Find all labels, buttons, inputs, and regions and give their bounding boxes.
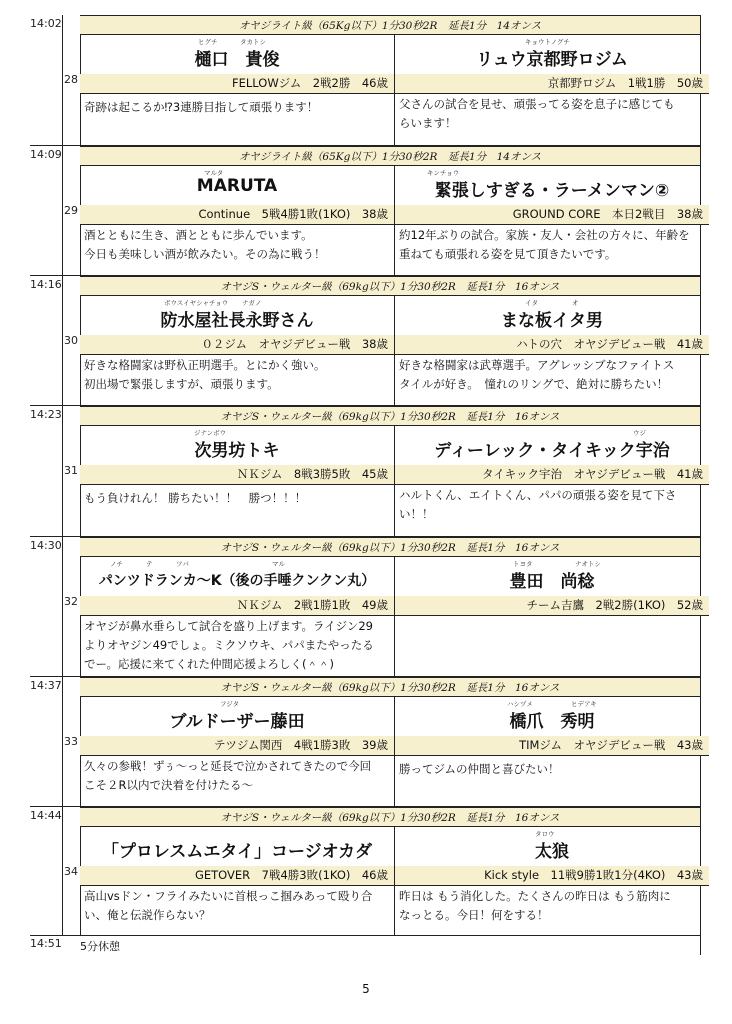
weight-class-band: オヤジS・ウェルター級（69kg以下）1分30秒2R 延長1分 16オンス	[80, 807, 700, 827]
name-ruby: ジナンボウ	[194, 429, 227, 437]
info-rule	[395, 755, 709, 756]
fighter-name: 豊田 尚稔	[509, 572, 595, 592]
weight-class-band: オヤジS・ウェルター級（69kg以下）1分30秒2R 延長1分 16オンス	[80, 537, 700, 557]
fighter-comment: 昨日は もう消化した。たくさんの昨日は もう筋肉に なっとる。今日！何をする！	[399, 889, 671, 922]
fighter-name: パンツドランカ〜K（後の手唾クンクン丸）	[98, 573, 376, 589]
fighter-name: リュウ京都野ロジム	[476, 50, 628, 70]
info-rule	[395, 484, 709, 485]
name-ruby: ヒデアキ	[571, 700, 597, 708]
fighter-right	[395, 426, 709, 537]
fighter-info: 京都野ロジム 1戦1勝 50歳	[395, 74, 709, 93]
match-number: 30	[64, 334, 78, 347]
fighter-right	[395, 296, 709, 406]
name-ruby: フジタ	[220, 700, 239, 708]
fighter-name: MARUTA	[196, 176, 278, 196]
fighter-comment: 勝ってジムの仲間と喜びたい！	[399, 762, 560, 776]
name-ruby: ボウスイヤシャチョウ	[164, 299, 229, 307]
match-time: 14:02	[30, 17, 62, 30]
fighter-left	[80, 697, 394, 807]
fighter-right	[395, 827, 709, 936]
fighter-info: GETOVER 7戦4勝3敗(1KO) 46歳	[80, 866, 394, 885]
info-rule	[80, 354, 394, 355]
fighter-info: ＮＫジム 8戦3勝5敗 45歳	[80, 465, 394, 484]
match-time: 14:44	[30, 809, 62, 822]
match-number: 34	[64, 865, 78, 878]
fighter-left	[80, 166, 394, 276]
match-number: 31	[64, 464, 78, 477]
fighter-left	[80, 827, 394, 936]
match-time: 14:37	[30, 679, 62, 692]
name-ruby: トヨタ	[513, 560, 533, 568]
fighter-info: ＮＫジム 2戦1勝1敗 49歳	[80, 596, 394, 615]
info-rule	[80, 885, 394, 886]
fighter-info: FELLOWジム 2戦2勝 46歳	[80, 74, 394, 93]
fighter-right	[395, 557, 709, 677]
weight-class-band: オヤジライト級（65Kg以下）1分30秒2R 延長1分 14オンス	[80, 15, 700, 35]
fighter-right	[395, 697, 709, 807]
fighter-name: ブルドーザー藤田	[169, 712, 305, 732]
fighter-name: 次男坊トキ	[194, 441, 280, 461]
fighter-comment: 久々の参戦！ずぅ〜っと延長で泣かされてきたので今回 こそ２R以内で決着を付けたる〜	[84, 759, 372, 792]
weight-class-band: オヤジライト級（65Kg以下）1分30秒2R 延長1分 14オンス	[80, 146, 700, 166]
fighter-left	[80, 426, 394, 537]
fighter-name: 橋爪 秀明	[509, 712, 595, 732]
name-ruby: テ	[146, 560, 153, 568]
match-time: 14:30	[30, 539, 62, 552]
weight-class-band: オヤジS・ウェルター級（69kg以下）1分30秒2R 延長1分 16オンス	[80, 276, 700, 296]
fighter-right	[395, 166, 709, 276]
fighter-info: ハトの穴 オヤジデビュー戦 41歳	[395, 335, 709, 354]
fighter-comment: もう負けれん！ 勝ちたい！！ 勝つ！！！	[84, 491, 307, 505]
name-ruby: マル	[272, 560, 285, 568]
fighter-comment: 好きな格闘家は野杁正明選手。とにかく強い。 初出場で緊張しますが、頑張ります。	[84, 358, 326, 391]
fighter-info: ０２ジム オヤジデビュー戦 38歳	[80, 335, 394, 354]
fighter-left	[80, 557, 394, 677]
fighter-info: チーム吉鷹 2戦2勝(1KO) 52歳	[395, 596, 709, 615]
name-ruby: キンチョウ	[427, 169, 460, 177]
info-rule	[80, 484, 394, 485]
fighter-info: Kick style 11戦9勝1敗1分(4KO) 43歳	[395, 866, 709, 885]
fighter-comment: 高山vsドン・フライみたいに首根っこ掴みあって殴り合 い、俺と伝説作らない？	[84, 889, 373, 922]
match-number: 32	[64, 595, 78, 608]
match-time: 14:09	[30, 148, 62, 161]
name-ruby: ハシヅメ	[507, 700, 533, 708]
match-time: 14:23	[30, 408, 62, 421]
match-time: 14:16	[30, 278, 62, 291]
name-ruby: タロウ	[535, 830, 555, 838]
info-rule	[80, 755, 394, 756]
info-rule	[395, 615, 709, 616]
weight-class-band: オヤジS・ウェルター級（69kg以下）1分30秒2R 延長1分 16オンス	[80, 406, 700, 426]
info-rule	[80, 615, 394, 616]
fighter-name: 緊張しすぎる・ラーメンマン②	[434, 181, 670, 201]
name-ruby: ツバ	[176, 560, 189, 568]
name-ruby: ウジ	[633, 429, 646, 437]
fighter-info: TIMジム オヤジデビュー戦 43歳	[395, 736, 709, 755]
fighter-name: 太狼	[535, 842, 569, 862]
fighter-name: 樋口 貴俊	[194, 50, 280, 70]
fighter-info: GROUND CORE 本日2戦目 38歳	[395, 205, 709, 224]
fighter-comment: ハルトくん、エイトくん、パパの頑張る姿を見て下さ い！！	[399, 488, 677, 521]
name-ruby: オ	[572, 299, 579, 307]
match-number: 33	[64, 735, 78, 748]
fighter-name: 防水屋社長永野さん	[160, 311, 314, 331]
fighter-name: ディーレック・タイキック宇治	[434, 441, 670, 461]
info-rule	[395, 885, 709, 886]
fighter-info: タイキック宇治 オヤジデビュー戦 41歳	[395, 465, 709, 484]
page-number: 5	[362, 982, 370, 996]
name-ruby: ナガノ	[242, 299, 262, 307]
info-rule	[395, 224, 709, 225]
weight-class-band: オヤジS・ウェルター級（69kg以下）1分30秒2R 延長1分 16オンス	[80, 677, 700, 697]
name-ruby: ノチ	[110, 560, 123, 568]
fighter-name: まな板イタ男	[501, 311, 603, 331]
name-ruby: イタ	[525, 299, 538, 307]
name-ruby: キョウトノグチ	[525, 38, 570, 46]
fighter-comment: オヤジが鼻水垂らして試合を盛り上げます。ライジン29 よりオヤジン49でしょ。ミクソウキ、パパまたやったる でー。応援に来てくれた仲間応援よろしく(＾＾)	[84, 619, 374, 671]
info-rule	[395, 354, 709, 355]
fighter-info: Continue 5戦4勝1敗(1KO) 38歳	[80, 205, 394, 224]
info-rule	[80, 224, 394, 225]
fighter-left	[80, 35, 394, 146]
name-ruby: ヒグチ	[198, 38, 218, 46]
match-number: 28	[64, 73, 78, 86]
fighter-name: 「プロレスムエタイ」コージオカダ	[101, 842, 373, 862]
match-number: 29	[64, 204, 78, 217]
fighter-comment: 父さんの試合を見せ、頑張ってる姿を息子に感じても らいます！	[399, 97, 675, 130]
fighter-comment: 奇跡は起こるか⁉︎3連勝目指して頑張ります！	[84, 100, 319, 114]
break-time: 14:51	[30, 937, 62, 950]
fighter-right	[395, 35, 709, 146]
name-ruby: タカトシ	[240, 38, 266, 46]
name-ruby: マルタ	[204, 169, 224, 177]
fighter-comment: 酒とともに生き、酒とともに歩んでいます。 今日も美味しい酒が飲みたい。その為に戦う！	[84, 228, 326, 261]
info-rule	[395, 93, 709, 94]
fighter-comment: 約12年ぶりの試合。家族・友人・会社の方々に、年齢を 重ねても頑張れる姿を見て頂きたいです。	[399, 228, 690, 261]
fighter-comment: 好きな格闘家は武尊選手。アグレッシブなファイトス タイルが好き。 憧れのリングで、絶対に勝ちたい！	[399, 358, 675, 391]
name-ruby: ナオトシ	[575, 560, 601, 568]
fighter-info: テツジム関西 4戦1勝3敗 39歳	[80, 736, 394, 755]
break-label: 5分休憩	[80, 940, 120, 953]
fighter-left	[80, 296, 394, 406]
info-rule	[80, 93, 394, 94]
